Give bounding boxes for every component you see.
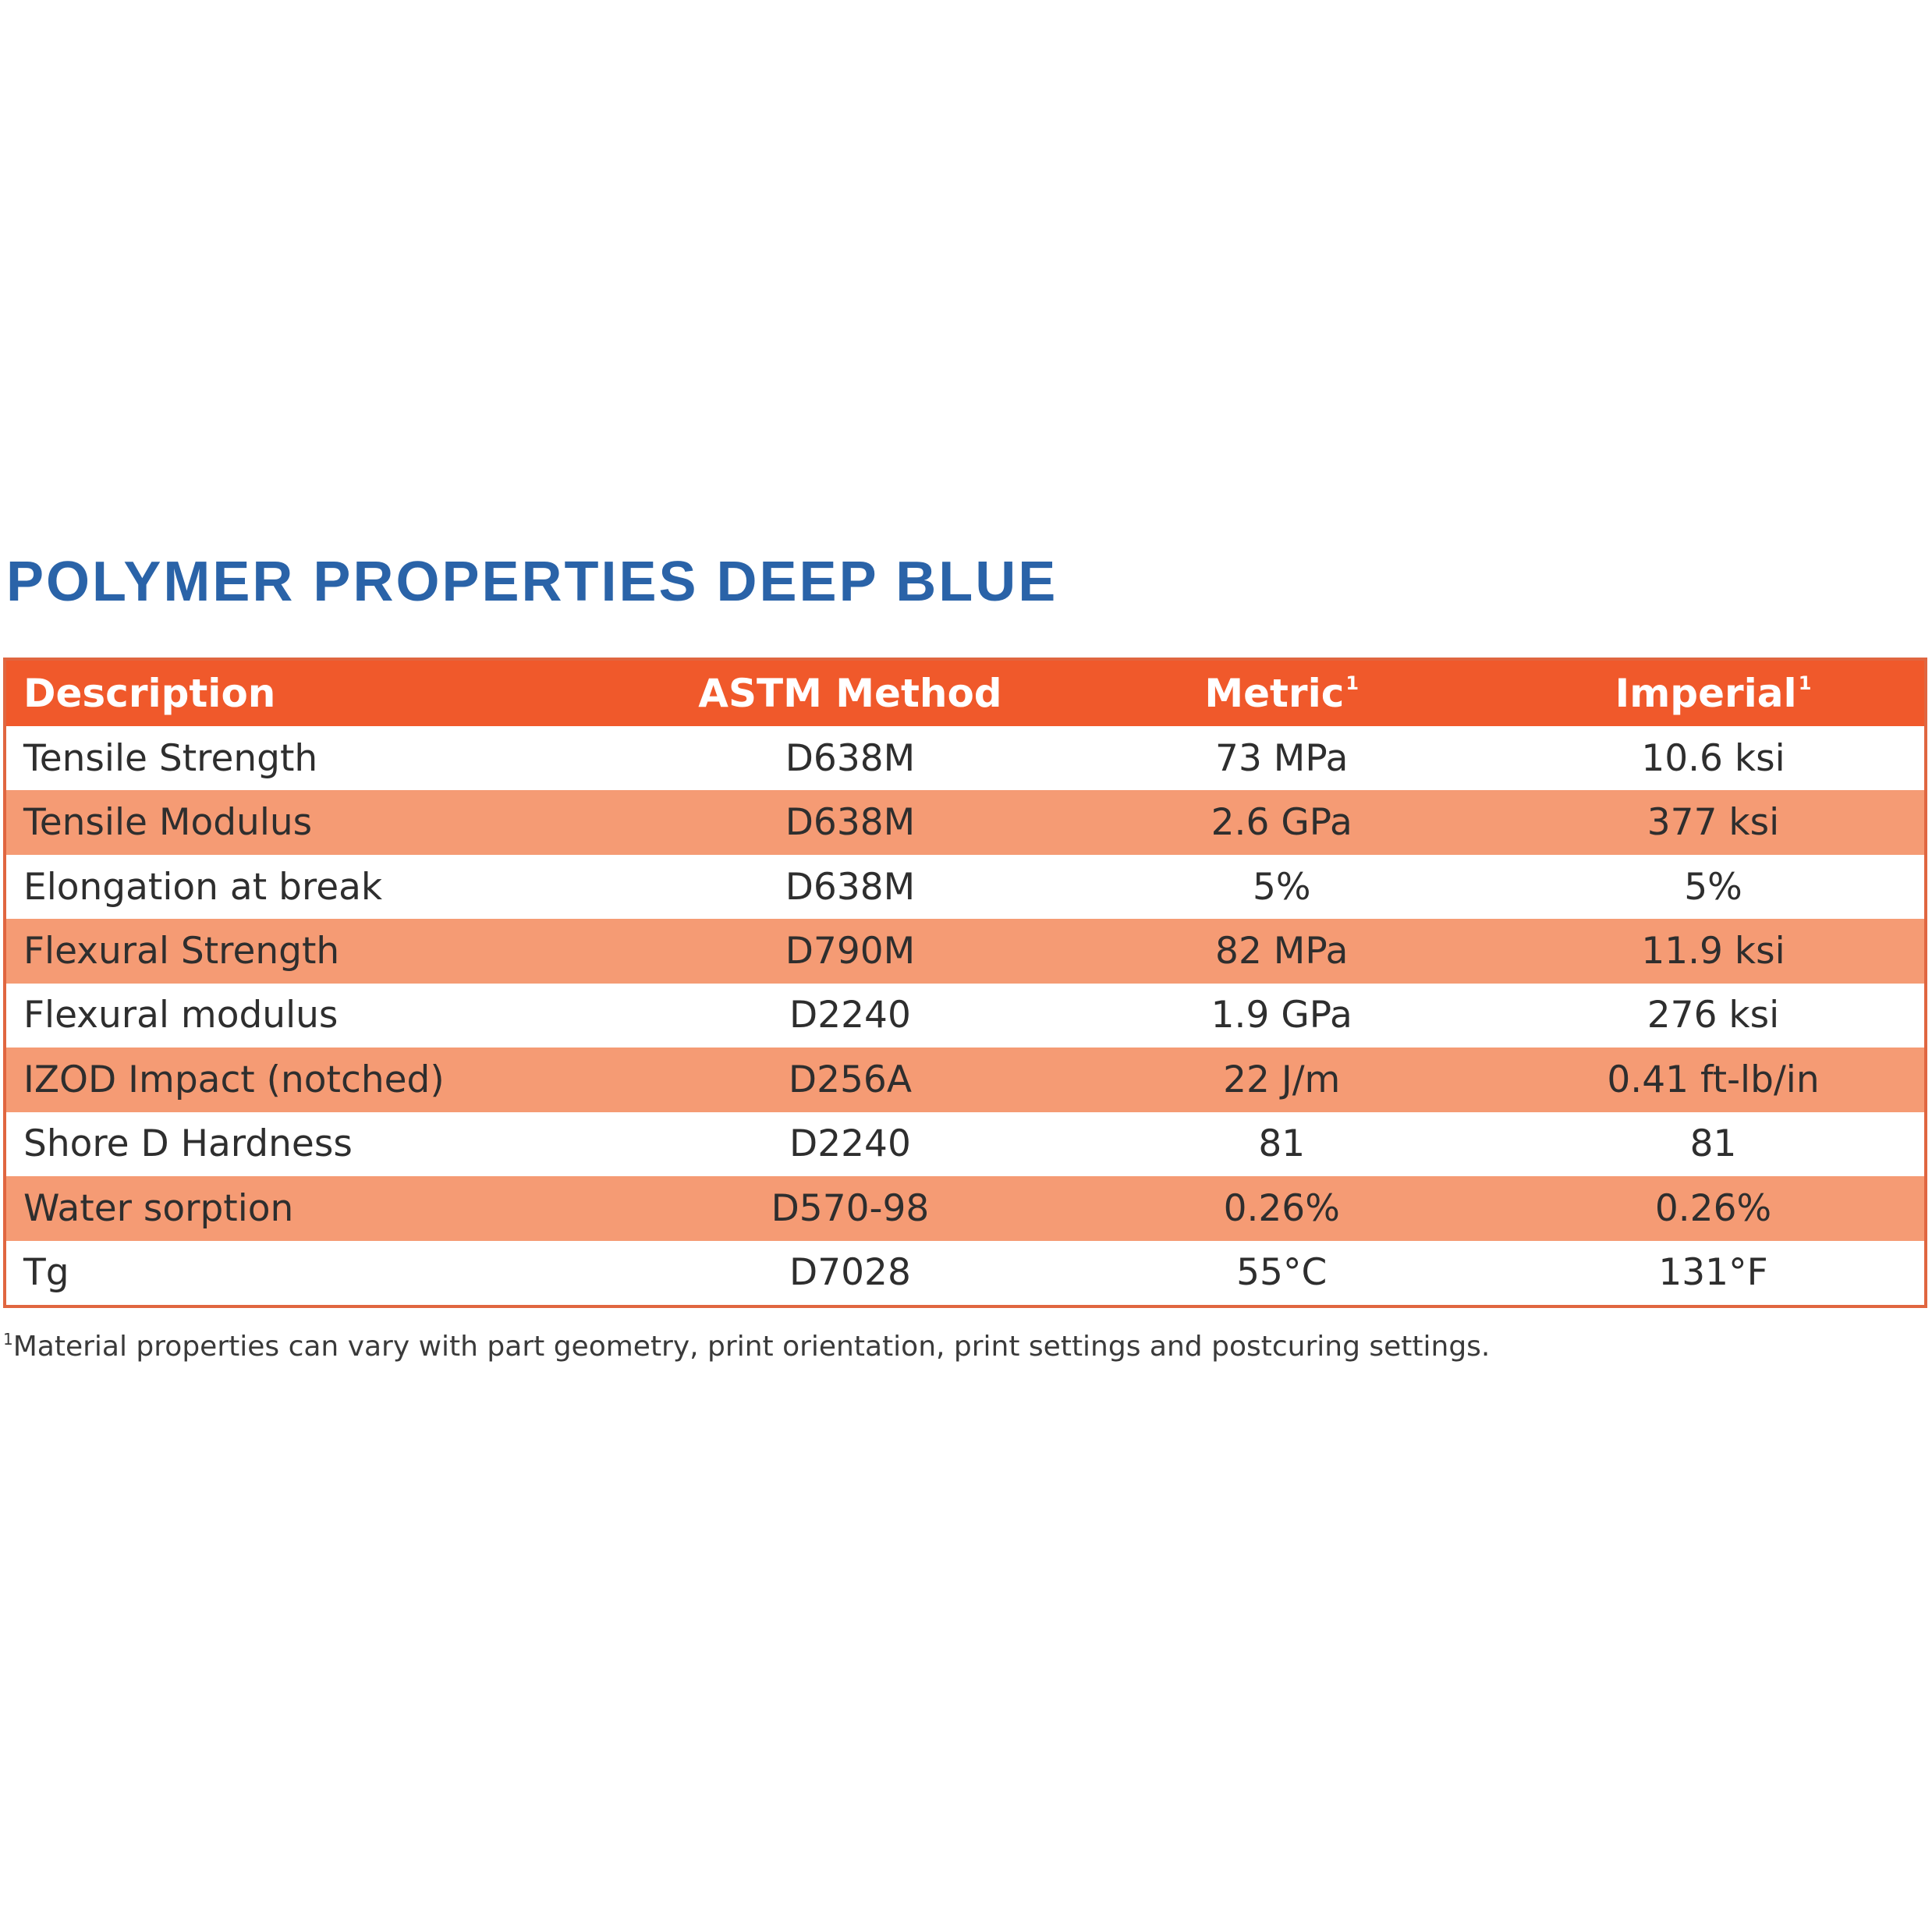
table-row xyxy=(6,919,1924,983)
cell-metric: 1.9 GPa xyxy=(1061,984,1502,1048)
footnote-marker: 1 xyxy=(1345,672,1359,694)
cell-astm: D256A xyxy=(639,1048,1061,1111)
cell-imperial: 131°F xyxy=(1502,1241,1924,1306)
table-row xyxy=(6,855,1924,919)
table-row xyxy=(6,1112,1924,1176)
table-row xyxy=(6,790,1924,854)
cell-description: Flexural Strength xyxy=(6,919,639,983)
cell-astm: D638M xyxy=(639,790,1061,854)
cell-astm: D570-98 xyxy=(639,1176,1061,1240)
cell-metric: 5% xyxy=(1061,855,1502,919)
cell-imperial: 276 ksi xyxy=(1502,984,1924,1048)
cell-imperial: 81 xyxy=(1502,1112,1924,1176)
cell-astm: D2240 xyxy=(639,984,1061,1048)
table-row xyxy=(6,984,1924,1048)
header-astm-method: ASTM Method xyxy=(639,661,1061,726)
cell-imperial: 10.6 ksi xyxy=(1502,726,1924,790)
footnote-text: Material properties can vary with part geometry, print orientation, print settings and postcuring settings. xyxy=(12,1331,1491,1363)
footnote-marker: 1 xyxy=(1798,672,1812,694)
cell-metric: 55°C xyxy=(1061,1241,1502,1306)
cell-description: Tg xyxy=(6,1241,639,1306)
cell-imperial: 0.41 ft-lb/in xyxy=(1502,1048,1924,1111)
cell-imperial: 11.9 ksi xyxy=(1502,919,1924,983)
header-description: Description xyxy=(6,661,639,726)
table-header-row xyxy=(6,661,1924,726)
cell-astm: D2240 xyxy=(639,1112,1061,1176)
cell-metric: 81 xyxy=(1061,1112,1502,1176)
cell-description: Flexural modulus xyxy=(6,984,639,1048)
cell-description: IZOD Impact (notched) xyxy=(6,1048,639,1111)
table-row xyxy=(6,726,1924,790)
cell-description: Water sorption xyxy=(6,1176,639,1240)
cell-imperial: 0.26% xyxy=(1502,1176,1924,1240)
cell-astm: D790M xyxy=(639,919,1061,983)
cell-metric: 73 MPa xyxy=(1061,726,1502,790)
table-row xyxy=(6,1241,1924,1306)
cell-astm: D7028 xyxy=(639,1241,1061,1306)
cell-metric: 2.6 GPa xyxy=(1061,790,1502,854)
cell-metric: 82 MPa xyxy=(1061,919,1502,983)
cell-description: Tensile Strength xyxy=(6,726,639,790)
header-imperial: Imperial$^1$ xyxy=(1502,661,1924,726)
cell-description: Tensile Modulus xyxy=(6,790,639,854)
cell-description: Shore D Hardness xyxy=(6,1112,639,1176)
properties-table xyxy=(3,658,1927,1308)
cell-astm: D638M xyxy=(639,855,1061,919)
table-row xyxy=(6,1176,1924,1240)
header-metric: Metric$^1$ xyxy=(1061,661,1502,726)
cell-imperial: 5% xyxy=(1502,855,1924,919)
cell-metric: 22 J/m xyxy=(1061,1048,1502,1111)
footnote-marker: 1 xyxy=(3,1330,13,1349)
cell-astm: D638M xyxy=(639,726,1061,790)
table-row xyxy=(6,1048,1924,1111)
cell-description: Elongation at break xyxy=(6,855,639,919)
page-title: POLYMER PROPERTIES DEEP BLUE xyxy=(6,551,1058,613)
footnote xyxy=(3,1330,1490,1363)
cell-imperial: 377 ksi xyxy=(1502,790,1924,854)
cell-metric: 0.26% xyxy=(1061,1176,1502,1240)
